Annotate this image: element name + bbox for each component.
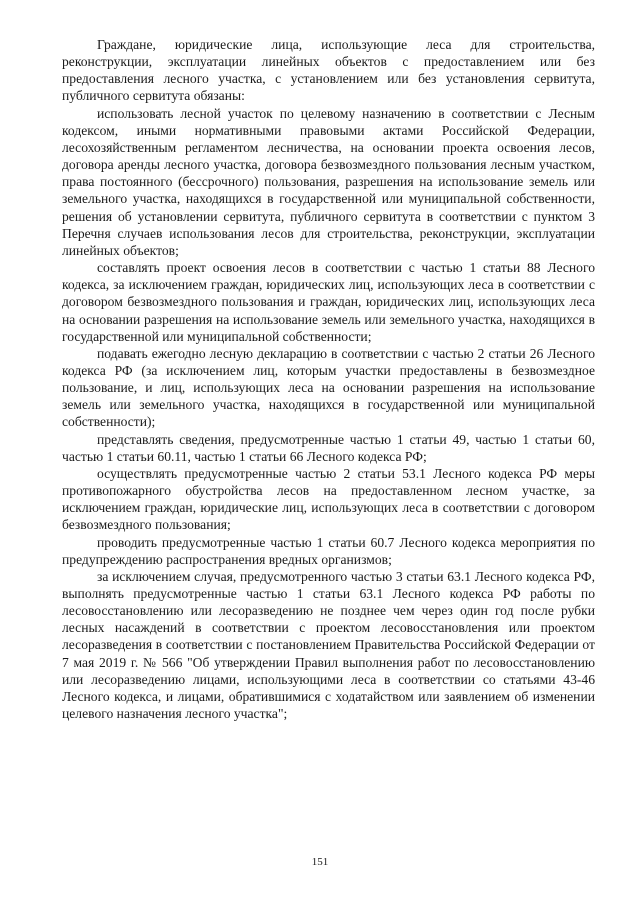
page-number: 151 — [311, 856, 329, 868]
paragraph-use-target-purpose: использовать лесной участок по целевому назначению в соответствии с Лесным кодексом, иными нормативными правовыми актами Российской Федерации, лесохозяйственным регламентом лесничества, на основании проекта освоения лесов, договора аренды лесного участка, договора безвозмездного пользования лесным участком, права постоянного (бессрочного) пользования, разрешения на использование земель или земельного участка, находящихся в государственной или муниципальной собственности, решения об установлении сервитута, публичного сервитута в соответствии с пунктом 3 Перечня случаев использования лесов для строительства, реконструкции, эксплуатации линейных объектов; — [62, 105, 595, 258]
paragraph-reforestation: за исключением случая, предусмотренного частью 3 статьи 63.1 Лесного кодекса РФ, выполнять предусмотренные частью 1 статьи 63.1 Лесного кодекса РФ работы по лесовосстановлению или лесоразведению не позднее чем через один год после рубки лесных насаждений в соответствии с проектом лесовосстановления или проектом лесоразведения в соответствии с постановлением Правительства Российской Федерации от 7 мая 2019 г. № 566 "Об утверждении Правил выполнения работ по лесовосстановлению или лесоразведению лицами, использующими леса в соответствии со статьями 43-46 Лесного кодекса, и лицами, обратившимися с ходатайством или заявлением об изменении целевого назначения лесного участка"; — [62, 568, 595, 722]
document-page — [62, 36, 595, 722]
paragraph-fire-prevention: осуществлять предусмотренные частью 2 статьи 53.1 Лесного кодекса РФ меры противопожарного обустройства лесов на предоставленном лесном участке, за исключением граждан, юридические лиц, использующих леса в соответствии с договором безвозмездного пользования; — [62, 465, 595, 533]
paragraph-forest-declaration: подавать ежегодно лесную декларацию в соответствии с частью 2 статьи 26 Лесного кодекса РФ (за исключением лиц, которым участки предоставлены в безвозмездное пользование, и лиц, использующих леса на основании разрешения на использование земель или земельного участка, находящихся в государственной или муниципальной собственности); — [62, 345, 595, 430]
paragraph-intro: Граждане, юридические лица, использующие леса для строительства, реконструкции, эксплуатации линейных объектов с предоставлением или без предоставления лесного участка, с установлением или без установления сервитута, публичного сервитута обязаны: — [62, 37, 595, 104]
paragraph-forest-development-project: составлять проект освоения лесов в соответствии с частью 1 статьи 88 Лесного кодекса, за исключением граждан, юридических лиц, использующих леса в соответствии с договором безвозмездного пользования и граждан, юридических лиц, использующих леса на основании разрешения на использование земель или земельного участка, находящихся в государственной или муниципальной собственности; — [62, 260, 595, 344]
paragraph-harmful-organisms: проводить предусмотренные частью 1 статьи 60.7 Лесного кодекса мероприятия по предупреждению распространения вредных организмов; — [62, 534, 595, 567]
paragraph-submit-information: представлять сведения, предусмотренные частью 1 статьи 49, частью 1 статьи 60, частью 1 статьи 60.11, частью 1 статьи 66 Лесного кодекса РФ; — [62, 431, 595, 464]
